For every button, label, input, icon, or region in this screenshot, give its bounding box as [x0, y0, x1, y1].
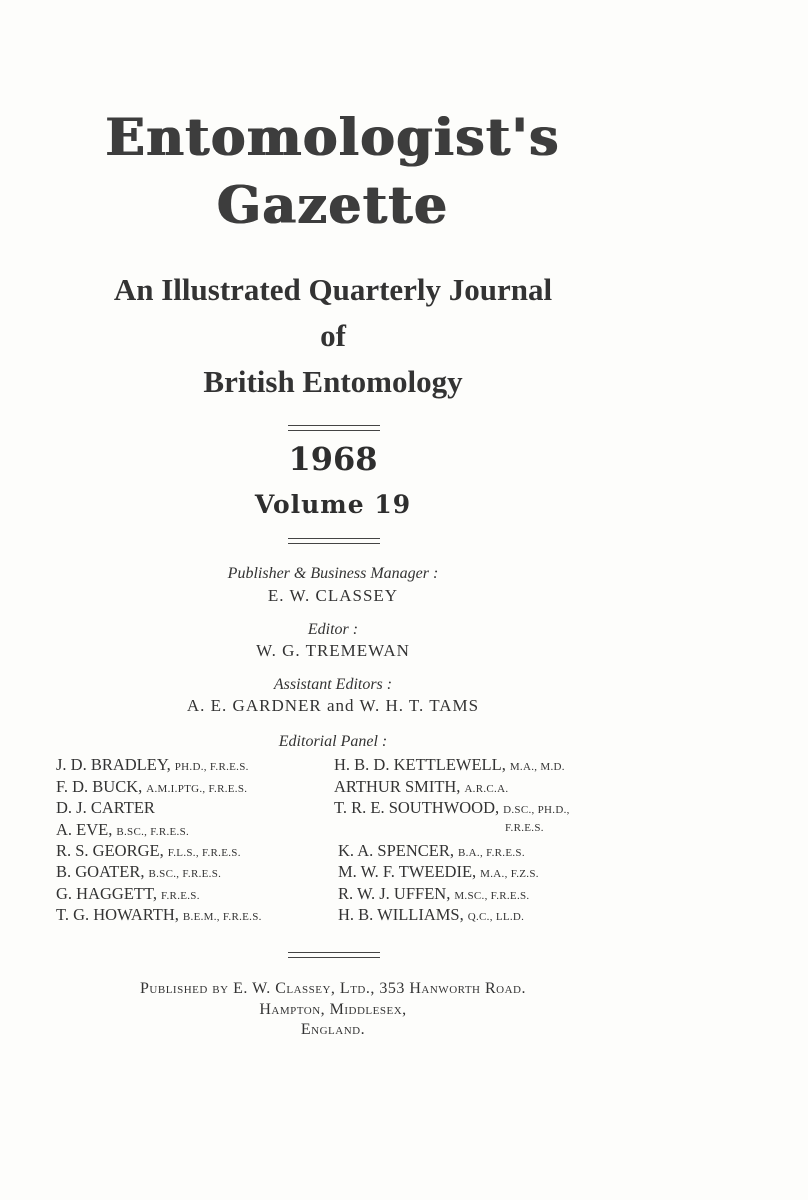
member-quals: B.SC., F.R.E.S.	[116, 826, 190, 838]
editor-label: Editor :	[307, 621, 359, 638]
imprint-line3: England.	[300, 1021, 366, 1038]
panel-member	[56, 820, 189, 840]
journal-title-line2: Gazette	[217, 176, 449, 236]
editor-name: W. G. TREMEWAN	[256, 641, 410, 660]
member-quals: M.SC., F.R.E.S.	[454, 890, 530, 902]
panel-member	[56, 841, 241, 861]
member-name: R. W. J. UFFEN,	[338, 884, 451, 903]
member-quals: B.SC., F.R.E.S.	[148, 868, 222, 880]
year: 1968	[288, 440, 378, 478]
member-quals: D.SC., PH.D.,	[503, 804, 570, 816]
panel-member	[338, 884, 529, 904]
journal-title-line1: Entomologist's	[105, 108, 561, 168]
member-quals: F.R.E.S.	[160, 890, 200, 902]
member-quals: Q.C., LL.D.	[467, 911, 525, 923]
panel-member-quals-continued	[505, 816, 544, 836]
subtitle-line3: British Entomology	[203, 364, 463, 399]
member-name: B. GOATER,	[56, 862, 145, 881]
member-quals: F.L.S., F.R.E.S.	[167, 847, 241, 859]
member-name: D. J. CARTER	[56, 798, 155, 817]
panel-member	[56, 905, 262, 925]
member-quals: B.E.M., F.R.E.S.	[182, 911, 262, 923]
member-name: R. S. GEORGE,	[56, 841, 164, 860]
member-name: H. B. D. KETTLEWELL,	[334, 755, 506, 774]
member-name: J. D. BRADLEY,	[56, 755, 171, 774]
member-name: M. W. F. TWEEDIE,	[338, 862, 477, 881]
member-quals: PH.D., F.R.E.S.	[174, 761, 249, 773]
panel-member	[56, 777, 247, 797]
divider-rule	[288, 425, 380, 431]
member-name: T. R. E. SOUTHWOOD,	[334, 798, 500, 817]
panel-member	[338, 905, 524, 925]
panel-member	[334, 798, 570, 818]
member-quals: B.A., F.R.E.S.	[457, 847, 525, 859]
divider-rule	[288, 952, 380, 958]
member-name: T. G. HOWARTH,	[56, 905, 179, 924]
member-quals: F.R.E.S.	[505, 822, 544, 834]
subtitle-line2: of	[320, 318, 346, 353]
publisher-label: Publisher & Business Manager :	[227, 565, 439, 582]
member-quals: M.A., F.Z.S.	[480, 868, 539, 880]
panel-member	[56, 862, 221, 882]
publisher-name: E. W. CLASSEY	[267, 586, 399, 605]
volume: Volume 19	[254, 490, 412, 519]
assistant-editors-names: A. E. GARDNER and W. H. T. TAMS	[186, 696, 480, 715]
panel-member	[56, 884, 200, 904]
member-name: H. B. WILLIAMS,	[338, 905, 464, 924]
member-name: F. D. BUCK,	[56, 777, 143, 796]
member-quals: M.A., M.D.	[509, 761, 565, 773]
panel-member	[334, 755, 565, 775]
editorial-panel-label: Editorial Panel :	[278, 733, 388, 750]
member-name: A. EVE,	[56, 820, 113, 839]
member-name: ARTHUR SMITH,	[334, 777, 461, 796]
member-quals: A.R.C.A.	[464, 783, 509, 795]
panel-member	[338, 862, 539, 882]
panel-member	[56, 755, 249, 775]
panel-member	[338, 841, 525, 861]
panel-member	[56, 798, 159, 818]
divider-rule	[288, 538, 380, 544]
member-name: G. HAGGETT,	[56, 884, 157, 903]
imprint-line2: Hampton, Middlesex,	[259, 1001, 407, 1018]
subtitle-line1: An Illustrated Quarterly Journal	[113, 272, 553, 307]
member-quals: A.M.I.PTG., F.R.E.S.	[146, 783, 248, 795]
assistant-editors-label: Assistant Editors :	[273, 676, 393, 693]
member-name: K. A. SPENCER,	[338, 841, 454, 860]
imprint-line1: Published by E. W. Classey, Ltd., 353 Hanworth Road.	[140, 980, 526, 997]
panel-member	[334, 777, 508, 797]
